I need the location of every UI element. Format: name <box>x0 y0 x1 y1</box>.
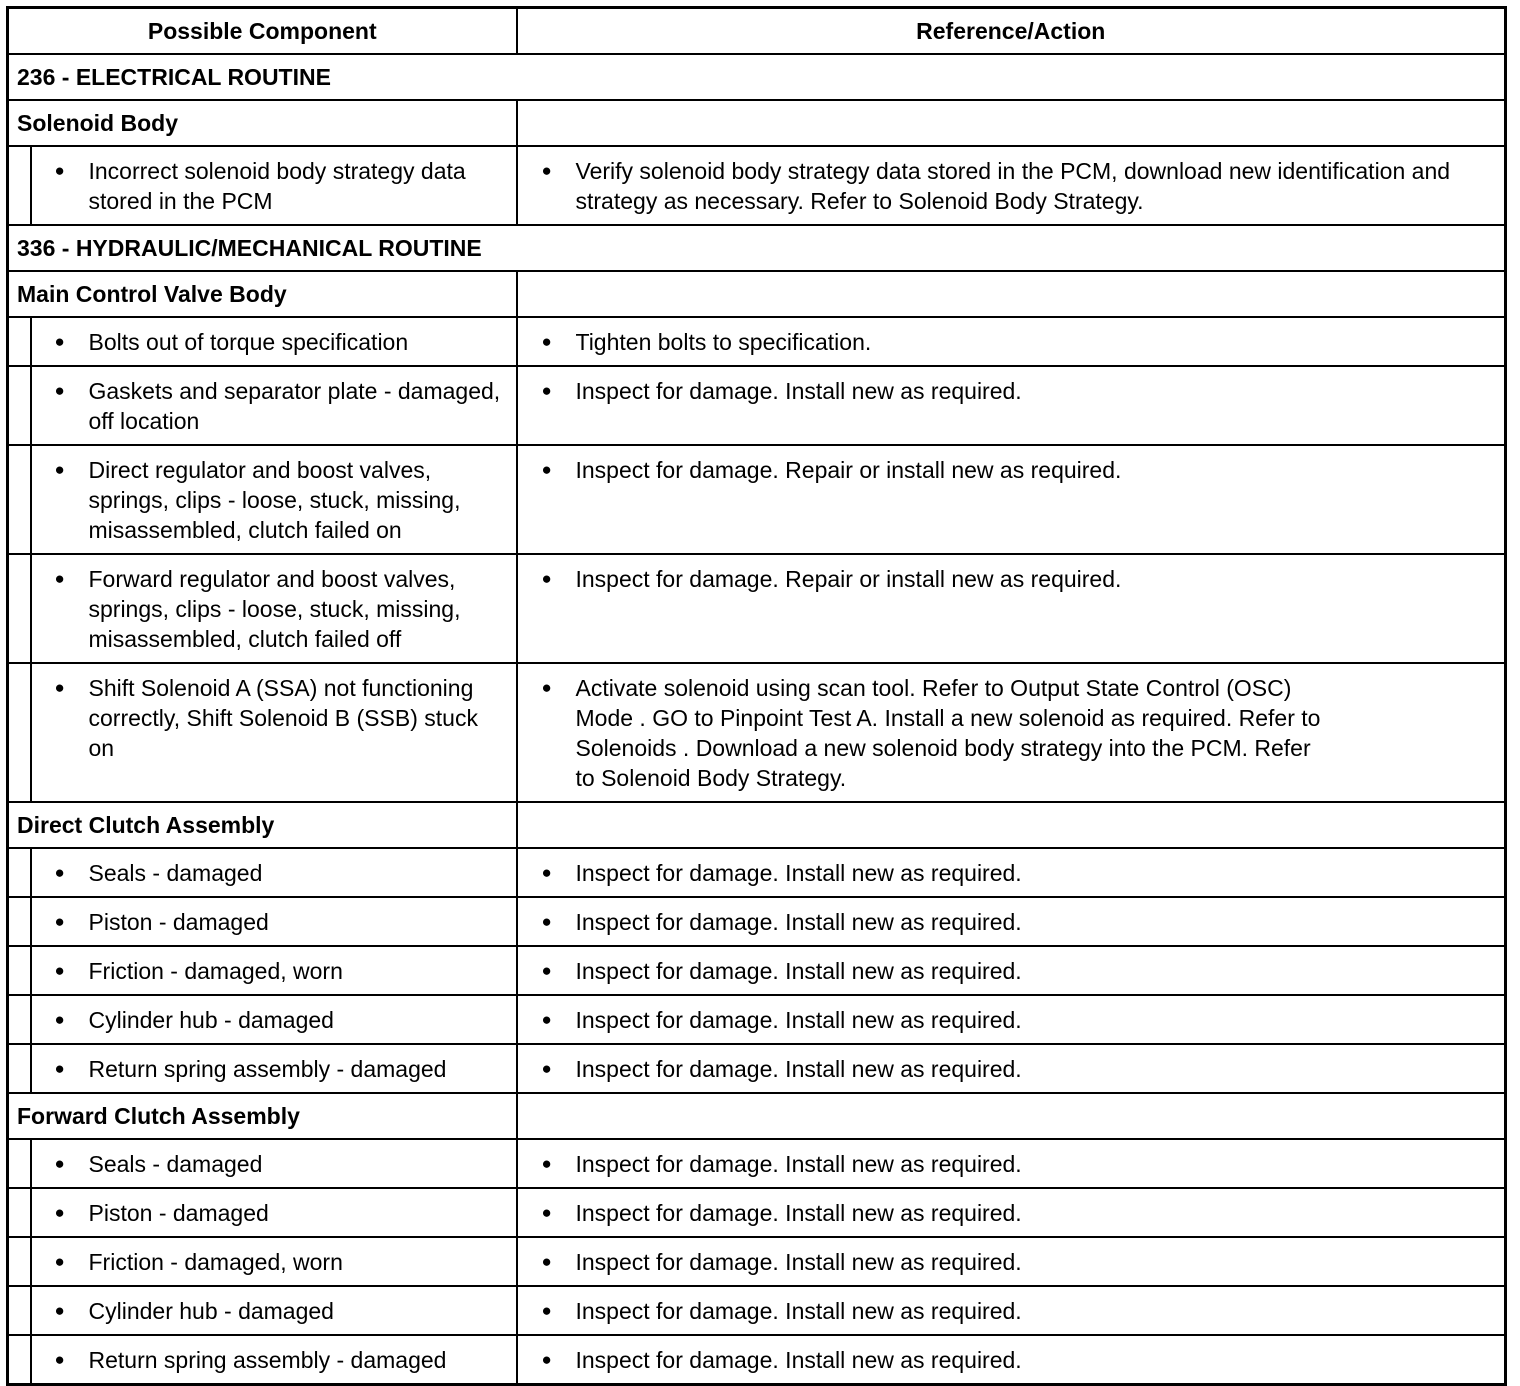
section-row <box>8 54 1506 100</box>
component-text: Seals - damaged <box>88 860 263 886</box>
bullet-item <box>32 1296 506 1326</box>
bullet-icon: ● <box>54 161 65 180</box>
table-row <box>8 1139 1506 1188</box>
action-cell <box>517 554 1506 663</box>
component-cell <box>31 946 517 995</box>
bullet-item <box>518 673 1495 793</box>
action-text: Inspect for damage. Install new as required. <box>575 958 1022 984</box>
indent-cell <box>8 445 31 554</box>
bullet-item <box>518 907 1495 937</box>
component-text: Forward regulator and boost valves, springs, clips - loose, stuck, missing, misassembled, clutch failed off <box>88 566 461 652</box>
bullet-item <box>32 956 506 986</box>
bullet-icon: ● <box>54 1203 65 1222</box>
bullet-icon: ● <box>541 863 552 882</box>
table-row <box>8 663 1506 802</box>
bullet-item <box>32 1149 506 1179</box>
group-title: Direct Clutch Assembly <box>8 802 517 848</box>
bullet-item <box>32 1247 506 1277</box>
bullet-icon: ● <box>541 569 552 588</box>
indent-cell <box>8 1188 31 1237</box>
bullet-item <box>518 1149 1495 1179</box>
action-text: Inspect for damage. Install new as required. <box>575 378 1022 404</box>
bullet-icon: ● <box>54 1154 65 1173</box>
bullet-icon: ● <box>541 1059 552 1078</box>
group-title: Solenoid Body <box>8 100 517 146</box>
bullet-icon: ● <box>541 1154 552 1173</box>
bullet-item <box>32 156 506 216</box>
action-cell <box>517 1139 1506 1188</box>
bullet-icon: ● <box>541 1252 552 1271</box>
component-text: Return spring assembly - damaged <box>88 1347 447 1373</box>
table-row <box>8 848 1506 897</box>
header-possible-component: Possible Component <box>8 8 517 55</box>
header-reference-action: Reference/Action <box>517 8 1506 55</box>
indent-cell <box>8 317 31 366</box>
table-row <box>8 366 1506 445</box>
table-row <box>8 1286 1506 1335</box>
component-text: Friction - damaged, worn <box>88 958 343 984</box>
indent-cell <box>8 1139 31 1188</box>
action-cell <box>517 848 1506 897</box>
bullet-icon: ● <box>541 678 552 697</box>
table-row <box>8 445 1506 554</box>
bullet-icon: ● <box>541 961 552 980</box>
action-cell <box>517 1237 1506 1286</box>
bullet-item <box>518 1054 1495 1084</box>
bullet-item <box>32 455 506 545</box>
indent-cell <box>8 995 31 1044</box>
table-row <box>8 317 1506 366</box>
indent-cell <box>8 554 31 663</box>
component-cell <box>31 317 517 366</box>
component-text: Direct regulator and boost valves, springs, clips - loose, stuck, missing, misassembled, clutch failed on <box>88 457 461 543</box>
component-cell <box>31 663 517 802</box>
action-cell <box>517 663 1506 802</box>
bullet-item <box>32 1005 506 1035</box>
action-text: Inspect for damage. Install new as required. <box>575 1056 1022 1082</box>
action-text: Inspect for damage. Repair or install new as required. <box>575 457 1122 483</box>
group-action-empty <box>517 1093 1506 1139</box>
bullet-item <box>518 156 1495 216</box>
component-cell <box>31 1286 517 1335</box>
bullet-item <box>32 858 506 888</box>
table-row <box>8 946 1506 995</box>
group-title: Forward Clutch Assembly <box>8 1093 517 1139</box>
bullet-item <box>518 327 1495 357</box>
action-cell <box>517 366 1506 445</box>
bullet-icon: ● <box>541 1203 552 1222</box>
component-cell <box>31 366 517 445</box>
component-cell <box>31 445 517 554</box>
group-action-empty <box>517 100 1506 146</box>
bullet-icon: ● <box>541 1010 552 1029</box>
component-text: Shift Solenoid A (SSA) not functioning correctly, Shift Solenoid B (SSB) stuck on <box>88 675 478 761</box>
component-cell <box>31 1237 517 1286</box>
table-row <box>8 146 1506 225</box>
bullet-icon: ● <box>541 161 552 180</box>
component-cell <box>31 995 517 1044</box>
group-row <box>8 271 1506 317</box>
bullet-item <box>518 1296 1495 1326</box>
bullet-icon: ● <box>54 1301 65 1320</box>
indent-cell <box>8 366 31 445</box>
bullet-item <box>518 376 1495 406</box>
bullet-icon: ● <box>54 912 65 931</box>
bullet-icon: ● <box>541 332 552 351</box>
component-text: Return spring assembly - damaged <box>88 1056 447 1082</box>
group-action-empty <box>517 802 1506 848</box>
action-cell <box>517 1286 1506 1335</box>
action-cell <box>517 445 1506 554</box>
bullet-icon: ● <box>54 961 65 980</box>
indent-cell <box>8 663 31 802</box>
action-text: Inspect for damage. Install new as required. <box>575 1151 1022 1177</box>
bullet-icon: ● <box>54 332 65 351</box>
bullet-icon: ● <box>54 863 65 882</box>
group-title: Main Control Valve Body <box>8 271 517 317</box>
component-cell <box>31 848 517 897</box>
bullet-icon: ● <box>54 1350 65 1369</box>
bullet-icon: ● <box>54 678 65 697</box>
component-text: Seals - damaged <box>88 1151 263 1177</box>
bullet-icon: ● <box>541 381 552 400</box>
bullet-icon: ● <box>54 1010 65 1029</box>
bullet-item <box>32 1345 506 1375</box>
section-title: 336 - HYDRAULIC/MECHANICAL ROUTINE <box>8 225 1506 271</box>
indent-cell <box>8 146 31 225</box>
component-text: Bolts out of torque specification <box>88 329 409 355</box>
action-cell <box>517 146 1506 225</box>
action-cell <box>517 897 1506 946</box>
bullet-icon: ● <box>54 569 65 588</box>
action-text: Tighten bolts to specification. <box>575 329 872 355</box>
table-row <box>8 1188 1506 1237</box>
action-cell <box>517 1335 1506 1385</box>
action-cell <box>517 995 1506 1044</box>
bullet-icon: ● <box>54 381 65 400</box>
table-row <box>8 1237 1506 1286</box>
bullet-icon: ● <box>541 912 552 931</box>
bullet-icon: ● <box>541 1350 552 1369</box>
action-text: Inspect for damage. Repair or install new as required. <box>575 566 1122 592</box>
table-header-row <box>8 8 1506 55</box>
bullet-item <box>32 1054 506 1084</box>
bullet-item <box>32 673 506 763</box>
action-cell <box>517 1188 1506 1237</box>
table-row <box>8 1044 1506 1093</box>
bullet-item <box>518 1345 1495 1375</box>
action-text: Verify solenoid body strategy data stored in the PCM, download new identification and strategy as necessary. Refer to Solenoid Body Strategy. <box>575 158 1451 214</box>
table-row <box>8 554 1506 663</box>
diagnostic-table <box>6 6 1507 1386</box>
action-text: Inspect for damage. Install new as required. <box>575 909 1022 935</box>
action-text: Activate solenoid using scan tool. Refer to Output State Control (OSC) Mode . GO to Pinpoint Test A. Install a new solenoid as required. Refer to Solenoids . Download a new solenoid body strategy into the PCM. Refer to Solenoid Body Strategy. <box>575 675 1321 791</box>
component-cell <box>31 1188 517 1237</box>
bullet-item <box>518 1247 1495 1277</box>
table-row <box>8 897 1506 946</box>
table-row <box>8 1335 1506 1385</box>
component-text: Friction - damaged, worn <box>88 1249 343 1275</box>
group-action-empty <box>517 271 1506 317</box>
component-cell <box>31 897 517 946</box>
group-row <box>8 100 1506 146</box>
bullet-icon: ● <box>54 1059 65 1078</box>
component-text: Piston - damaged <box>88 909 269 935</box>
indent-cell <box>8 1286 31 1335</box>
component-text: Cylinder hub - damaged <box>88 1007 334 1033</box>
section-row <box>8 225 1506 271</box>
bullet-item <box>32 376 506 436</box>
action-cell <box>517 1044 1506 1093</box>
bullet-item <box>518 956 1495 986</box>
bullet-item <box>518 1005 1495 1035</box>
action-cell <box>517 317 1506 366</box>
table-row <box>8 995 1506 1044</box>
group-row <box>8 1093 1506 1139</box>
section-title: 236 - ELECTRICAL ROUTINE <box>8 54 1506 100</box>
component-text: Piston - damaged <box>88 1200 269 1226</box>
component-text: Incorrect solenoid body strategy data stored in the PCM <box>88 158 466 214</box>
bullet-item <box>518 1198 1495 1228</box>
indent-cell <box>8 1044 31 1093</box>
bullet-icon: ● <box>541 1301 552 1320</box>
bullet-item <box>518 858 1495 888</box>
component-text: Cylinder hub - damaged <box>88 1298 334 1324</box>
action-text: Inspect for damage. Install new as required. <box>575 1007 1022 1033</box>
bullet-item <box>518 564 1495 594</box>
bullet-item <box>518 455 1495 485</box>
indent-cell <box>8 848 31 897</box>
component-cell <box>31 1044 517 1093</box>
component-cell <box>31 1335 517 1385</box>
component-cell <box>31 554 517 663</box>
bullet-icon: ● <box>54 1252 65 1271</box>
bullet-icon: ● <box>541 460 552 479</box>
component-text: Gaskets and separator plate - damaged, off location <box>88 378 501 434</box>
indent-cell <box>8 1237 31 1286</box>
bullet-icon: ● <box>54 460 65 479</box>
indent-cell <box>8 897 31 946</box>
indent-cell <box>8 946 31 995</box>
bullet-item <box>32 564 506 654</box>
bullet-item <box>32 1198 506 1228</box>
action-text: Inspect for damage. Install new as required. <box>575 1298 1022 1324</box>
action-text: Inspect for damage. Install new as required. <box>575 1200 1022 1226</box>
bullet-item <box>32 907 506 937</box>
component-cell <box>31 1139 517 1188</box>
action-cell <box>517 946 1506 995</box>
action-text: Inspect for damage. Install new as required. <box>575 1249 1022 1275</box>
group-row <box>8 802 1506 848</box>
bullet-item <box>32 327 506 357</box>
indent-cell <box>8 1335 31 1385</box>
action-text: Inspect for damage. Install new as required. <box>575 860 1022 886</box>
component-cell <box>31 146 517 225</box>
action-text: Inspect for damage. Install new as required. <box>575 1347 1022 1373</box>
